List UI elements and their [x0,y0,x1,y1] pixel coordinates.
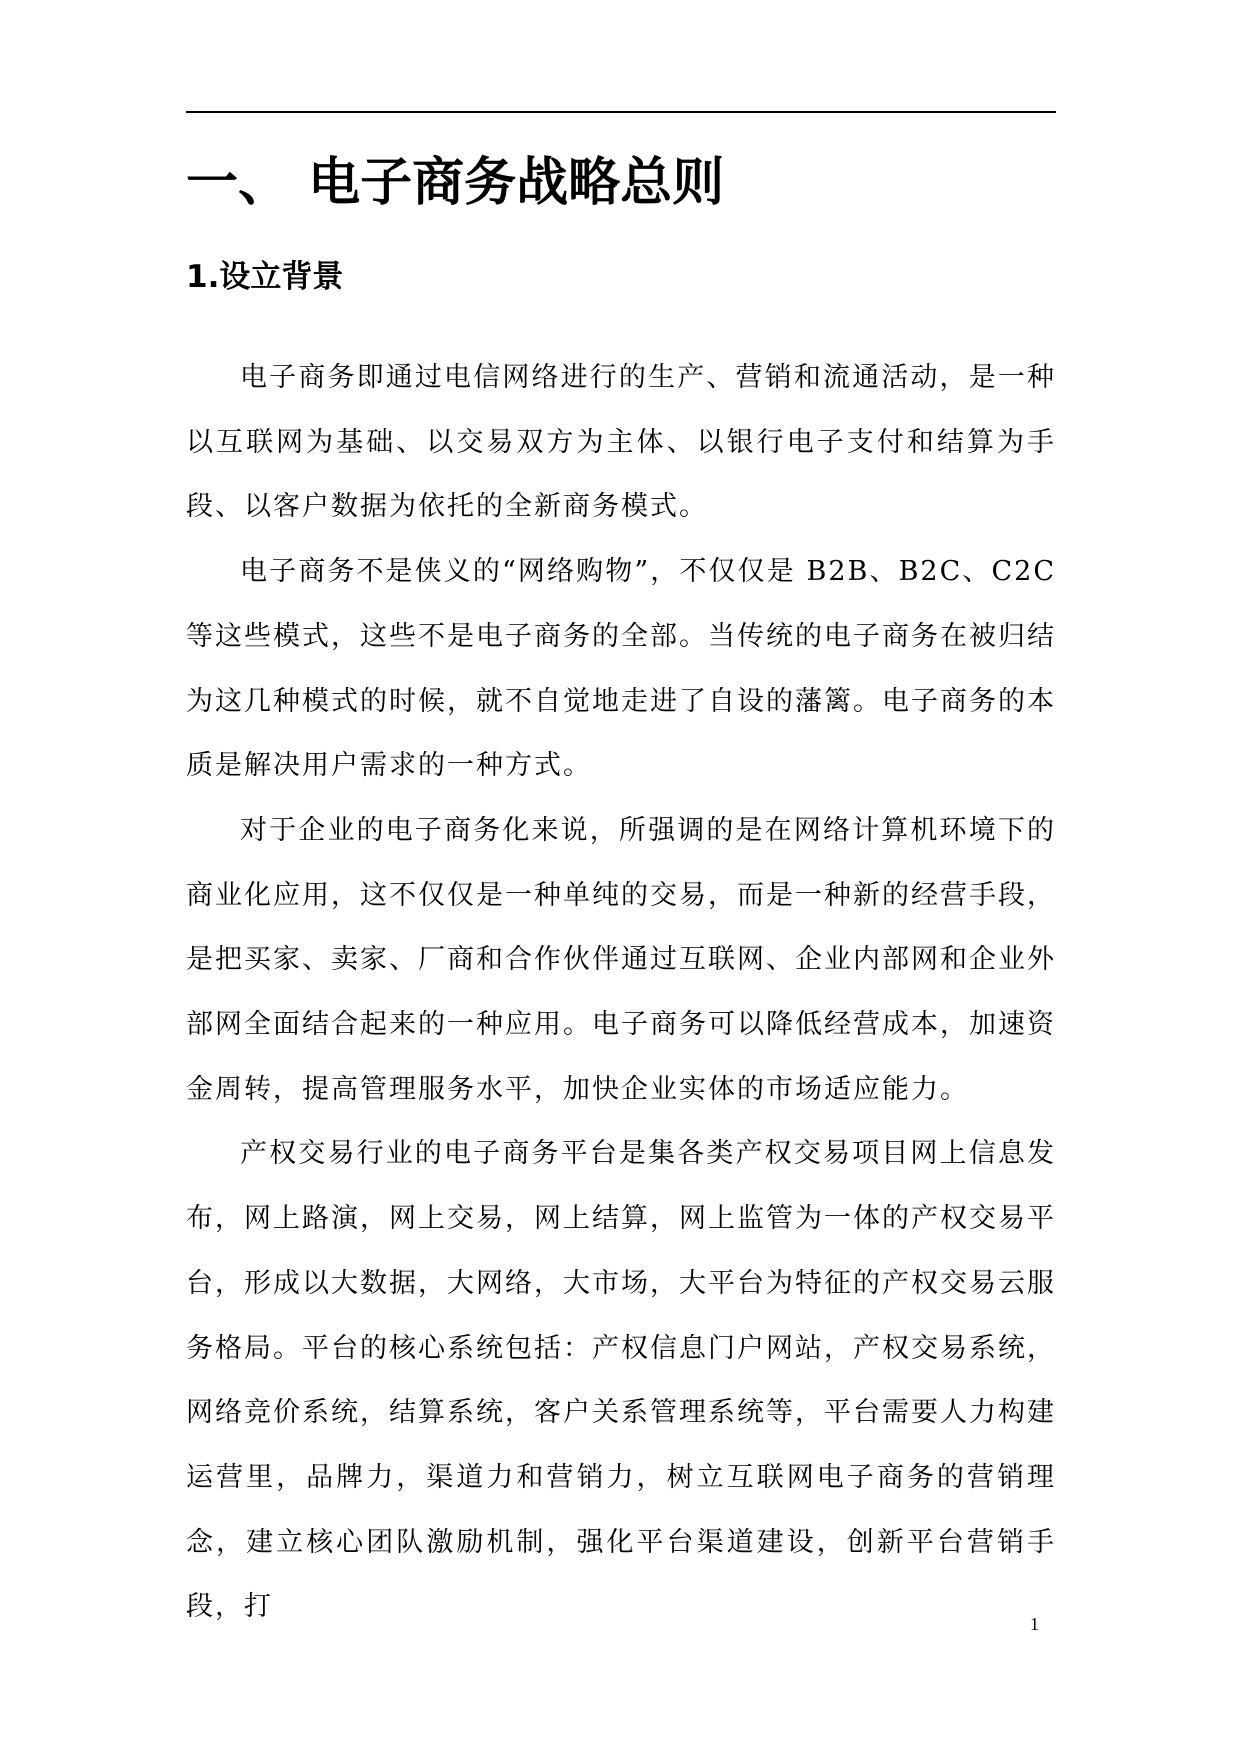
header-rule [186,111,1056,113]
paragraph-1: 电子商务即通过电信网络进行的生产、营销和流通活动，是一种以互联网为基础、以交易双方为主体、以银行电子支付和结算为手段、以客户数据为依托的全新商务模式。 [186,362,1056,523]
paragraph-4: 产权交易行业的电子商务平台是集各类产权交易项目网上信息发布，网上路演，网上交易，网上结算，网上监管为一体的产权交易平台，形成以大数据，大网络，大市场，大平台为特征的产权交易云服务格局。平台的核心系统包括：产权信息门户网站，产权交易系统，网络竞价系统，结算系统，客户关系管理系统等，平台需要人力构建运营里，品牌力，渠道力和营销力，树立互联网电子商务的营销理念，建立核心团队激励机制，强化平台渠道建设，创新平台营销手段，打 [186,1138,1056,1623]
paragraph-3: 对于企业的电子商务化来说，所强调的是在网络计算机环境下的商业化应用，这不仅仅是一种单纯的交易，而是一种新的经营手段，是把买家、卖家、厂商和合作伙伴通过互联网、企业内部网和企业外部网全面结合起来的一种应用。电子商务可以降低经营成本，加速资金周转，提高管理服务水平，加快企业实体的市场适应能力。 [186,814,1056,1105]
paragraph-2: 电子商务不是侠义的“网络购物”，不仅仅是 B2B、B2C、C2C 等这些模式，这些不是电子商务的全部。当传统的电子商务在被归结为这几种模式的时候，就不自觉地走进了自设的藩篱。电子商务的本质是解决用户需求的一种方式。 [186,556,1056,782]
chapter-title: 一、 电子商务战略总则 [186,153,725,213]
body-text [186,346,1056,1640]
page-number: 1 [1030,1614,1039,1634]
section-title: 1.设立背景 [186,259,344,295]
